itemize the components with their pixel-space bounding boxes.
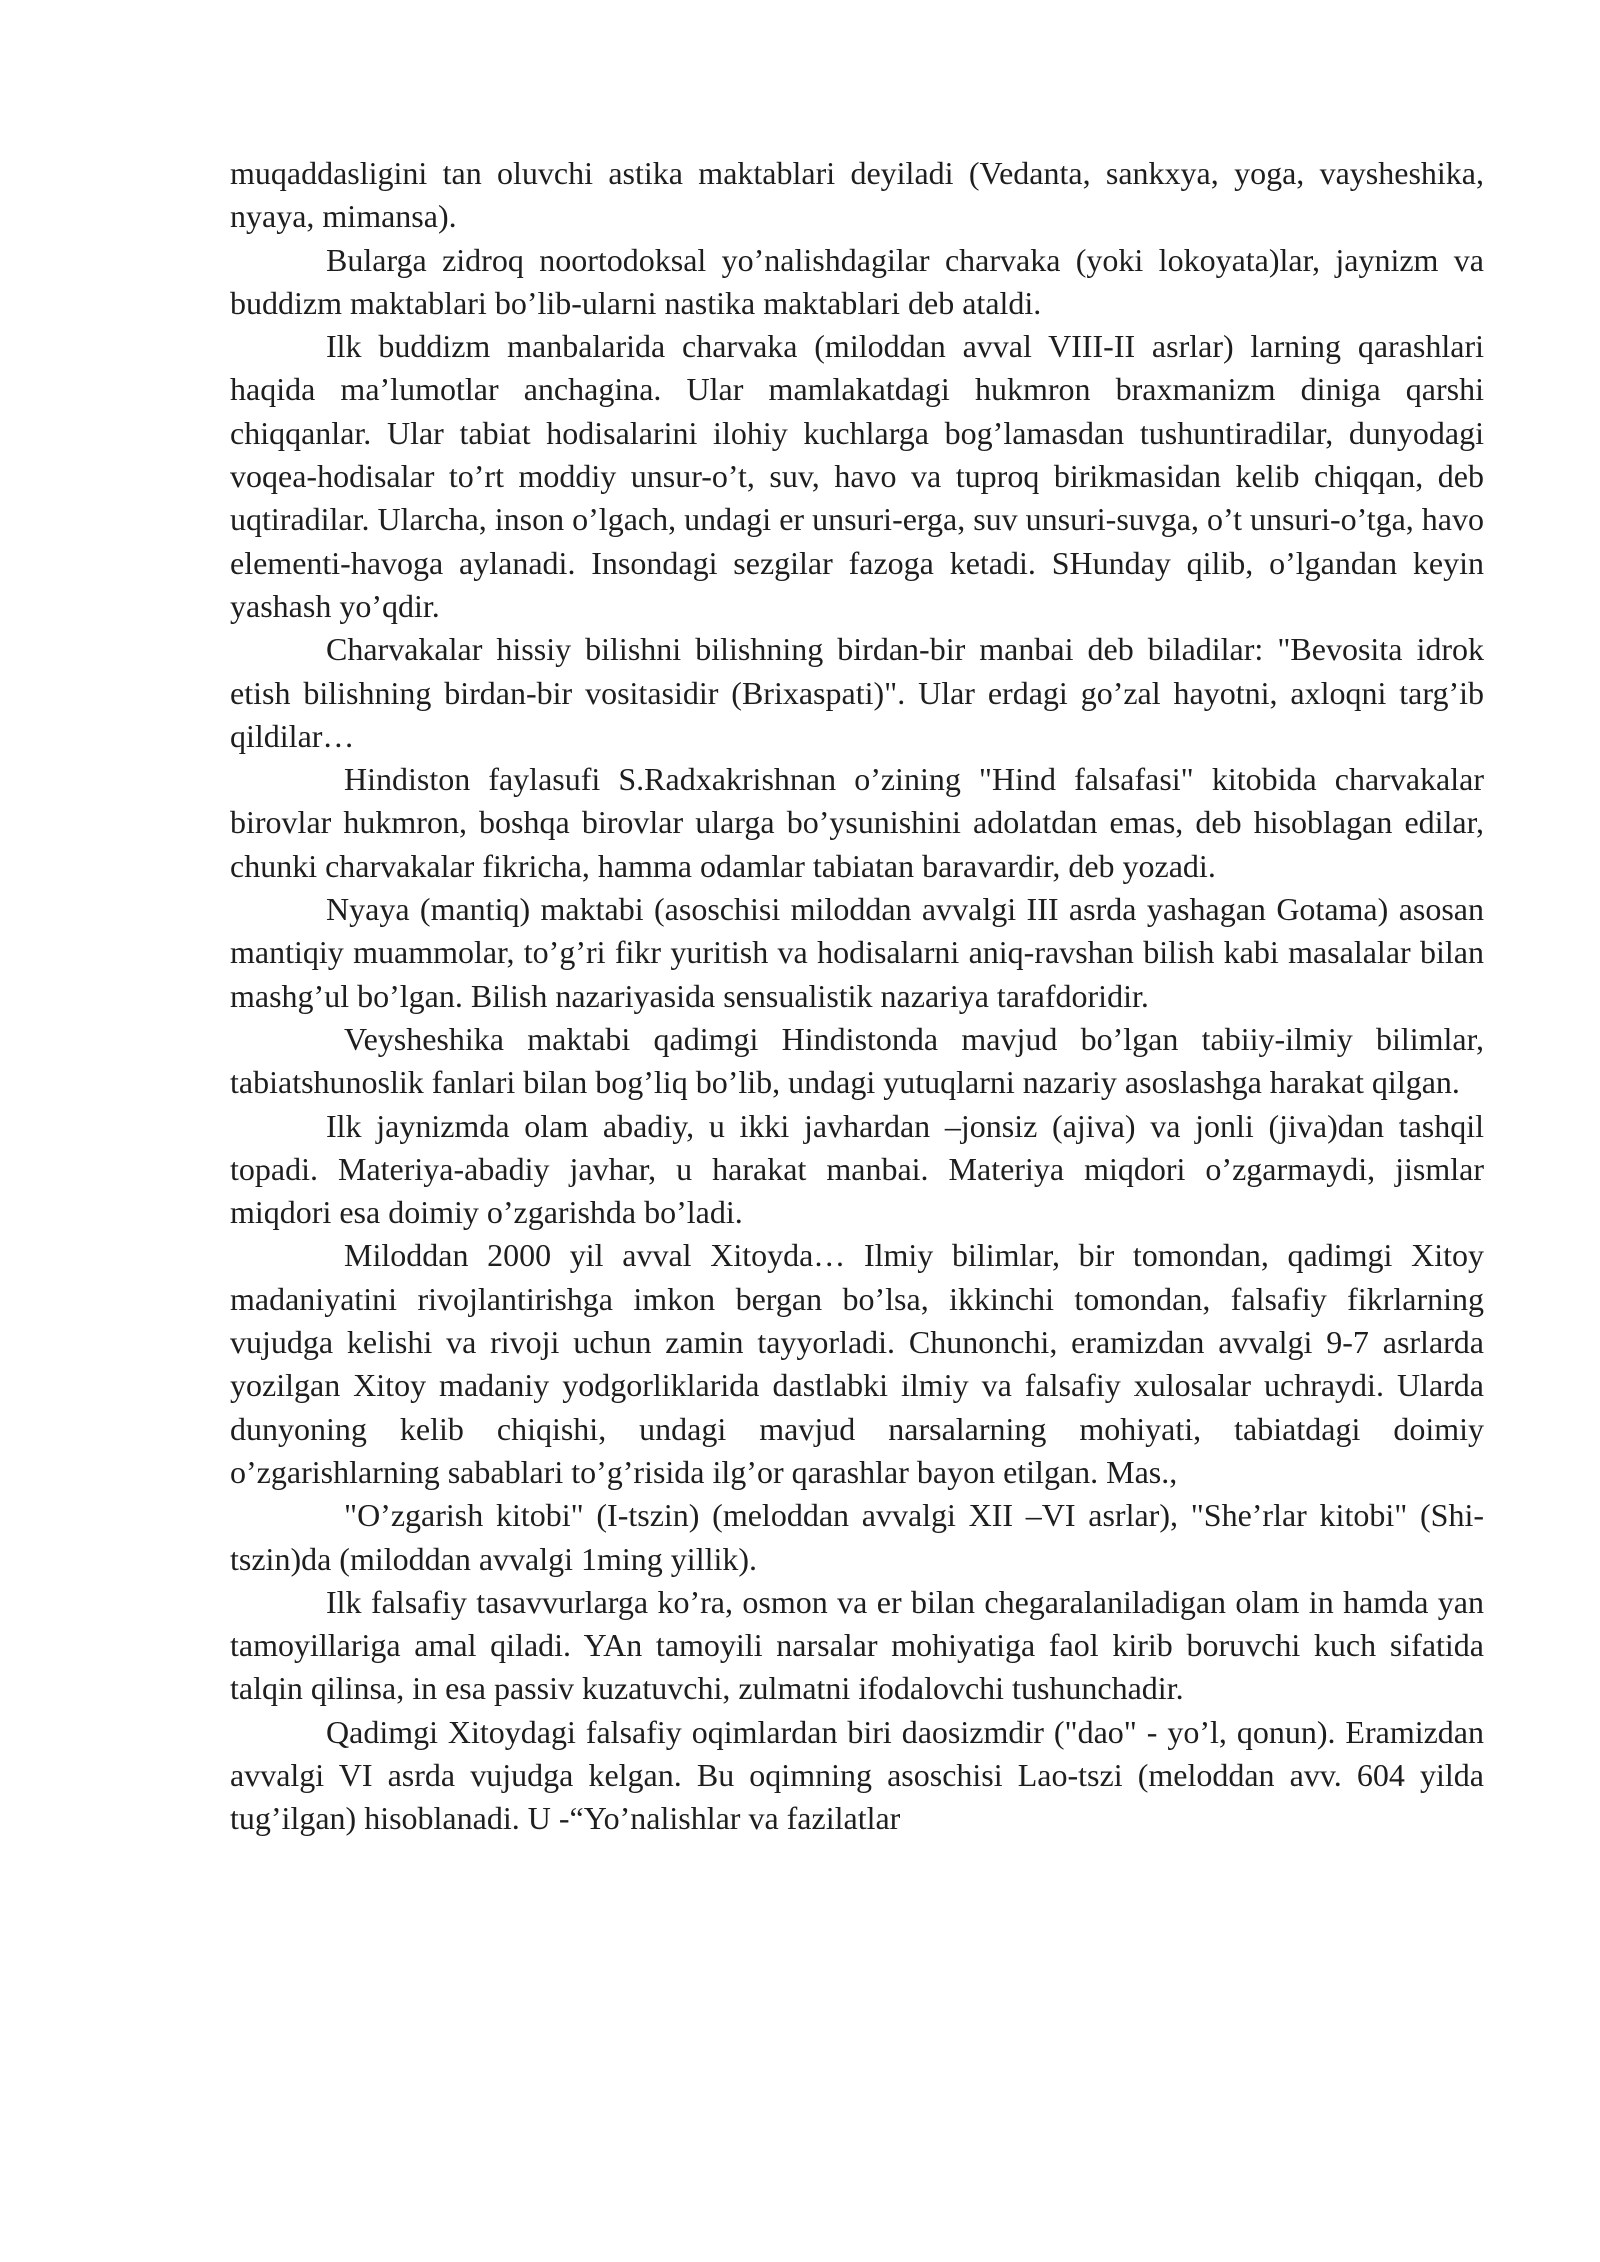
paragraph: Charvakalar hissiy bilishni bilishning birdan-bir manbai deb biladilar: "Bevosita idrok etish bilishning birdan-bir vositasidir (Brixaspati)". Ular erdagi go’zal hayotni, axloqni targ’ib qildilar…	[230, 631, 1484, 754]
paragraph: Ilk jaynizmda olam abadiy, u ikki javhardan –jonsiz (ajiva) va jonli (jiva)dan tashqil topadi. Materiya-abadiy javhar, u harakat manbai. Materiya miqdori o’zgarmaydi, jismlar miqdori esa doimiy o’zgarishda bo’ladi.	[230, 1107, 1484, 1231]
paragraph: Nyaya (mantiq) maktabi (asoschisi miloddan avvalgi III asrda yashagan Gotama) asosan mantiqiy muammolar, to’g’ri fikr yuritish va hodisalarni aniq-ravshan bilish kabi masalalar bilan mashg’ul bo’lgan. Bilish nazariyasida sensualistik nazariya tarafdoridir.	[230, 891, 1484, 1014]
paragraph: Qadimgi Xitoydagi falsafiy oqimlardan biri daosizmdir ("dao" - yo’l, qonun). Eramizdan avvalgi VI asrda vujudga kelgan. Bu oqimning asoschisi Lao-tszi (meloddan avv. 604 yilda tug’ilgan) hisoblanadi. U -“Yo’nalishlar va fazilatlar	[230, 1713, 1484, 1837]
paragraph: Ilk falsafiy tasavvurlarga ko’ra, osmon va er bilan chegaralaniladigan olam in hamda yan tamoyillariga amal qiladi. YAn tamoyili narsalar mohiyatiga faol kirib boruvchi kuch sifatida talqin qilinsa, in esa passiv kuzatuvchi, zulmatni ifodalovchi tushunchadir.	[230, 1583, 1484, 1707]
document-page	[230, 152, 1484, 1841]
paragraph: Bularga zidroq noortodoksal yo’nalishdagilar charvaka (yoki lokoyata)lar, jaynizm va buddizm maktablari bo’lib-ularni nastika maktablari deb ataldi.	[230, 241, 1484, 321]
paragraph: Miloddan 2000 yil avval Xitoyda… Ilmiy bilimlar, bir tomondan, qadimgi Xitoy madaniyatini rivojlantirishga imkon bergan bo’lsa, ikkinchi tomondan, falsafiy fikrlarning vujudga kelishi va rivoji uchun zamin tayyorladi. Chunonchi, eramizdan avvalgi 9-7 asrlarda yozilgan Xitoy madaniy yodgorliklarida dastlabki ilmiy va falsafiy xulosalar uchraydi. Ularda dunyoning kelib chiqishi, undagi mavjud narsalarning mohiyati, tabiatdagi doimiy o’zgarishlarning sabablari to’g’risida ilg’or qarashlar bayon etilgan. Mas.,	[230, 1237, 1484, 1490]
paragraph: muqaddasligini tan oluvchi astika maktablari deyiladi (Vedanta, sankxya, yoga, vaysheshika, nyaya, mimansa).	[230, 155, 1484, 235]
paragraph: Ilk buddizm manbalarida charvaka (miloddan avval VIII-II asrlar) larning qarashlari haqida ma’lumotlar anchagina. Ular mamlakatdagi hukmron braxmanizm diniga qarshi chiqqanlar. Ular tabiat hodisalarini ilohiy kuchlarga bog’lamasdan tushuntiradilar, dunyodagi voqea-hodisalar to’rt moddiy unsur-o’t, suv, havo va tuproq birikmasidan kelib chiqqan, deb uqtiradilar. Ularcha, inson o’lgach, undagi er unsuri-erga, suv unsuri-suvga, o’t unsuri-o’tga, havo elementi-havoga aylanadi. Insondagi sezgilar fazoga ketadi. SHunday qilib, o’lgandan keyin yashash yo’qdir.	[230, 328, 1484, 624]
paragraph: Hindiston faylasufi S.Radxakrishnan o’zining "Hind falsafasi" kitobida charvakalar birovlar hukmron, boshqa birovlar ularga bo’ysunishini adolatdan emas, deb hisoblagan edilar, chunki charvakalar fikricha, hamma odamlar tabiatan baravardir, deb yozadi.	[230, 761, 1484, 884]
paragraph: "O’zgarish kitobi" (I-tszin) (meloddan avvalgi XII –VI asrlar), "She’rlar kitobi" (Shi-tszin)da (miloddan avvalgi 1ming yillik).	[230, 1497, 1484, 1577]
paragraph: Veysheshika maktabi qadimgi Hindistonda mavjud bo’lgan tabiiy-ilmiy bilimlar, tabiatshunoslik fanlari bilan bog’liq bo’lib, undagi yutuqlarni nazariy asoslashga harakat qilgan.	[230, 1020, 1484, 1101]
